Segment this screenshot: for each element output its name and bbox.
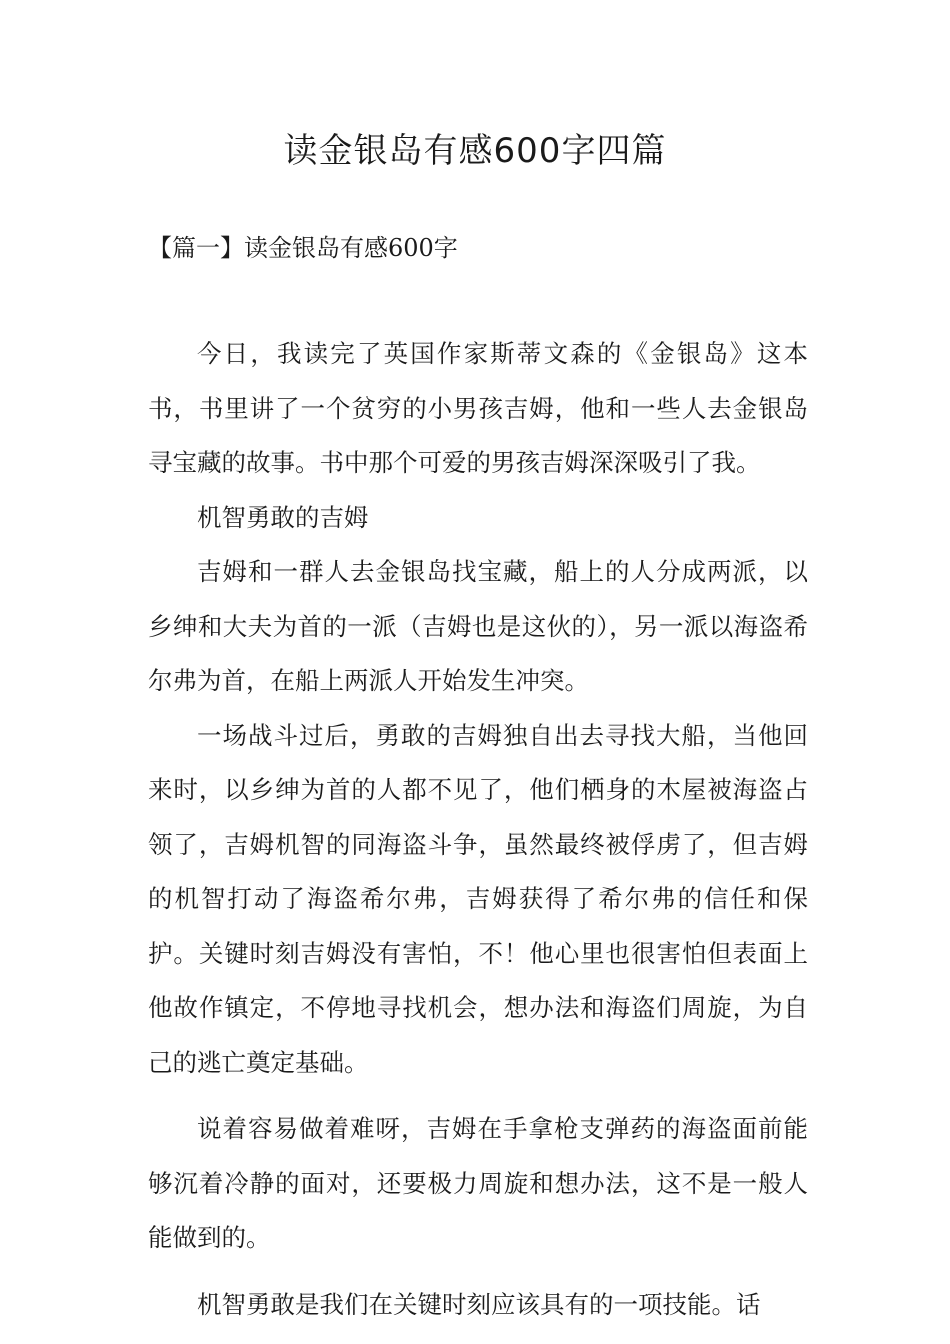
document-title: 读金银岛有感600字四篇 bbox=[283, 131, 667, 171]
subheading: 机智勇敢的吉姆 bbox=[197, 502, 369, 532]
section-heading: 【篇一】读金银岛有感600字 bbox=[148, 234, 458, 262]
paragraph: 今日，我读完了英国作家斯蒂文森的《金银岛》这本书，书里讲了一个贫穷的小男孩吉姆，他和一些人去金银岛寻宝藏的故事。书中那个可爱的男孩吉姆深深吸引了我。 bbox=[148, 339, 808, 477]
paragraph: 机智勇敢是我们在关键时刻应该具有的一项技能。话 bbox=[197, 1289, 761, 1319]
paragraph: 说着容易做着难呀，吉姆在手拿枪支弹药的海盗面前能够沉着冷静的面对，还要极力周旋和想办法，这不是一般人能做到的。 bbox=[148, 1114, 808, 1252]
paragraph: 吉姆和一群人去金银岛找宝藏，船上的人分成两派，以乡绅和大夫为首的一派（吉姆也是这伙的），另一派以海盗希尔弗为首，在船上两派人开始发生冲突。 bbox=[148, 557, 808, 695]
paragraph: 一场战斗过后，勇敢的吉姆独自出去寻找大船，当他回来时，以乡绅为首的人都不见了，他们栖身的木屋被海盗占领了，吉姆机智的同海盗斗争，虽然最终被俘虏了，但吉姆的机智打动了海盗希尔弗，吉姆获得了希尔弗的信任和保护。关键时刻吉姆没有害怕，不！他心里也很害怕但表面上他故作镇定，不停地寻找机会，想办法和海盗们周旋，为自己的逃亡奠定基础。 bbox=[148, 720, 808, 1077]
document-body bbox=[148, 327, 808, 1332]
